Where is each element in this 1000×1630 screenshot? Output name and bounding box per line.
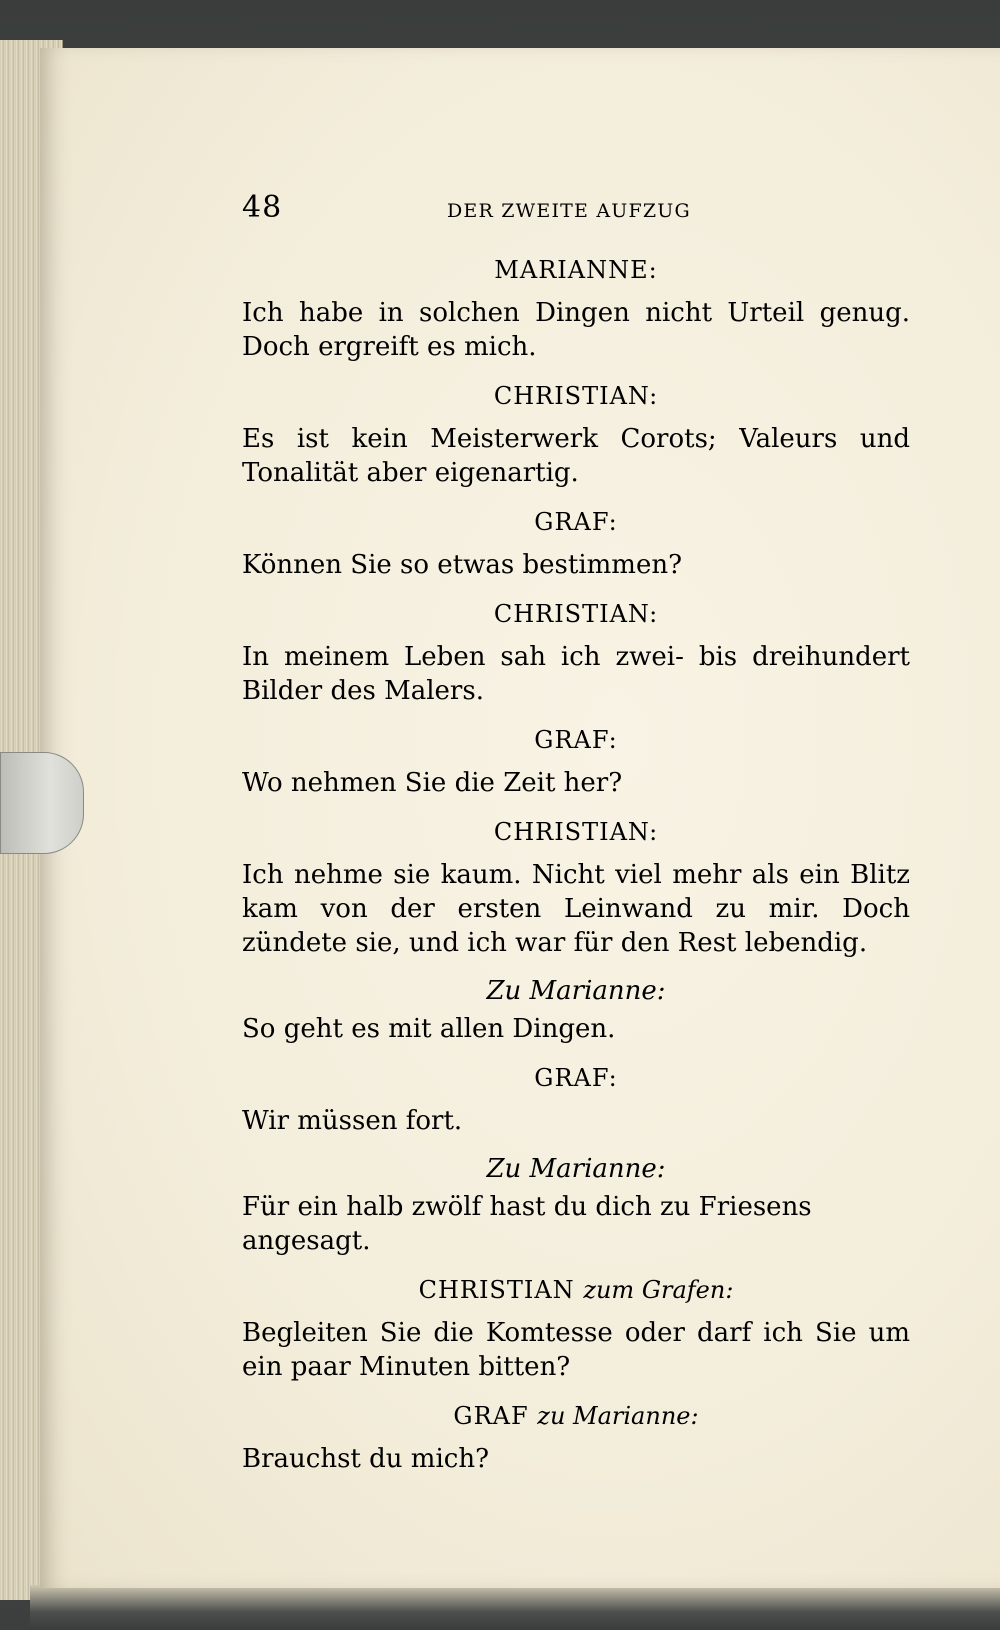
- speaker-with-direction: [242, 1272, 910, 1308]
- speech-line: Begleiten Sie die Komtesse oder darf ich Sie um ein paar Minuten bitten?: [242, 1318, 910, 1382]
- speaker-direction: zum Grafen:: [583, 1276, 734, 1304]
- running-head: DER ZWEITE AUFZUG: [447, 200, 691, 222]
- stage-direction: Zu Marianne:: [486, 976, 666, 1006]
- speech-line: Es ist kein Meisterwerk Corots; Valeurs und Tonalität aber eigenartig.: [242, 424, 910, 488]
- speech-line: Können Sie so etwas bestimmen?: [242, 550, 683, 580]
- speaker-name: MARIANNE:: [494, 256, 658, 284]
- speech-line: So geht es mit allen Dingen.: [242, 1014, 616, 1044]
- speech-line: Für ein halb zwölf hast du dich zu Friesens angesagt.: [242, 1192, 812, 1256]
- speaker-with-direction: [242, 1398, 910, 1434]
- dialogue-text: [242, 252, 910, 1490]
- speaker-name: GRAF: [453, 1402, 529, 1430]
- speaker-direction: zu Marianne:: [537, 1402, 699, 1430]
- page-header: [242, 190, 910, 230]
- speaker-name: GRAF:: [534, 726, 618, 754]
- speaker-name: CHRISTIAN: [418, 1276, 575, 1304]
- speech-line: Ich nehme sie kaum. Nicht viel mehr als ein Blitz kam von der ersten Leinwand zu mir. Doch zündete sie, und ich war für den Rest lebendig.: [242, 860, 910, 958]
- page-clip: [0, 752, 84, 854]
- speaker-name: CHRISTIAN:: [493, 600, 659, 628]
- speech-line: Wir müssen fort.: [242, 1106, 463, 1136]
- speaker-name: GRAF:: [534, 1064, 618, 1092]
- speech-line: Brauchst du mich?: [242, 1444, 490, 1474]
- speaker-name: CHRISTIAN:: [493, 818, 659, 846]
- book-bottom-edge: [30, 1585, 1000, 1630]
- speaker-name: CHRISTIAN:: [493, 382, 659, 410]
- speech-line: Wo nehmen Sie die Zeit her?: [242, 768, 623, 798]
- speech-line: Ich habe in solchen Dingen nicht Urteil genug. Doch ergreift es mich.: [242, 298, 910, 362]
- stage-direction: Zu Marianne:: [486, 1154, 666, 1184]
- page-number: 48: [242, 190, 283, 225]
- speaker-name: GRAF:: [534, 508, 618, 536]
- speech-line: In meinem Leben sah ich zwei- bis dreihundert Bilder des Malers.: [242, 642, 910, 706]
